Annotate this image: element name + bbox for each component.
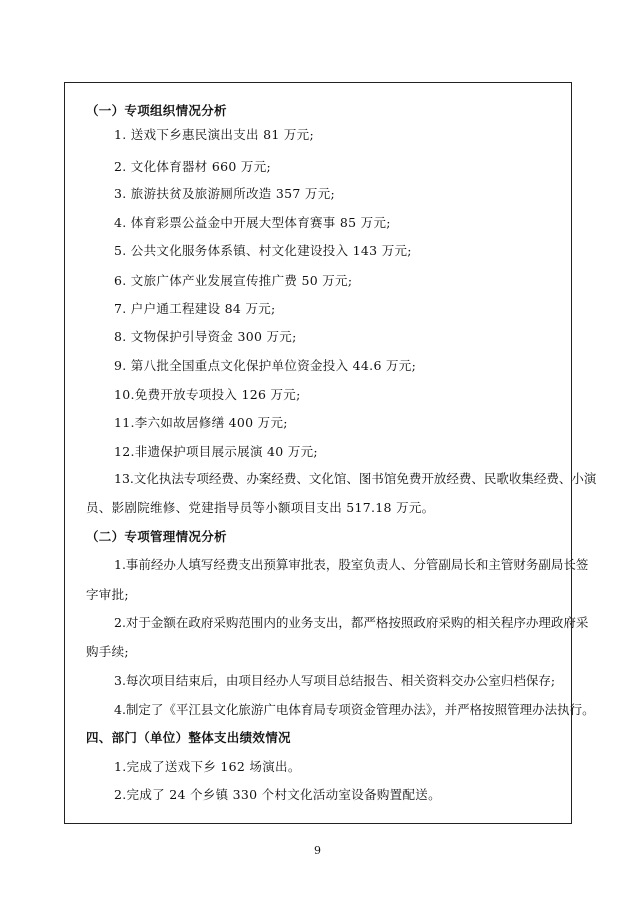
paragraph-line: 3.每次项目结束后，由项目经办人写项目总结报告、相关资料交办公室归档保存; xyxy=(114,673,556,688)
paragraph-line: 字审批; xyxy=(86,587,129,602)
list-item: 5. 公共文化服务体系镇、村文化建设投入 143 万元; xyxy=(114,243,412,258)
list-item-13-line2: 员、影剧院维修、党建指导员等小额项目支出 517.18 万元。 xyxy=(86,500,435,515)
list-item: 9. 第八批全国重点文化保护单位资金投入 44.6 万元; xyxy=(114,358,417,373)
list-item: 6. 文旅广体产业发展宣传推广费 50 万元; xyxy=(114,273,353,288)
page-number: 9 xyxy=(314,844,321,857)
section4-heading: 四、部门（单位）整体支出绩效情况 xyxy=(86,730,291,745)
list-item: 12.非遗保护项目展示展演 40 万元; xyxy=(114,444,318,459)
section2-heading: （二）专项管理情况分析 xyxy=(86,529,227,544)
list-item: 8. 文物保护引导资金 300 万元; xyxy=(114,329,297,344)
list-item: 7. 户户通工程建设 84 万元; xyxy=(114,301,276,316)
paragraph-line: 2.完成了 24 个乡镇 330 个村文化活动室设备购置配送。 xyxy=(114,787,441,802)
list-item: 1. 送戏下乡惠民演出支出 81 万元; xyxy=(114,127,314,142)
paragraph-line: 4.制定了《平江县文化旅游广电体育局专项资金管理办法》，并严格按照管理办法执行。 xyxy=(114,702,595,717)
section1-heading: （一）专项组织情况分析 xyxy=(86,103,227,118)
list-item: 2. 文化体育器材 660 万元; xyxy=(114,159,272,174)
list-item: 4. 体育彩票公益金中开展大型体育赛事 85 万元; xyxy=(114,215,391,230)
paragraph-line: 购手续; xyxy=(86,644,129,659)
list-item: 3. 旅游扶贫及旅游厕所改造 357 万元; xyxy=(114,186,336,201)
paragraph-line: 1.事前经办人填写经费支出预算审批表，股室负责人、分管副局长和主管财务副局长签 xyxy=(114,557,589,572)
list-item: 10.免费开放专项投入 126 万元; xyxy=(114,387,301,402)
list-item-13-line1: 13.文化执法专项经费、办案经费、文化馆、图书馆免费开放经费、民歌收集经费、小演 xyxy=(114,471,597,486)
list-item: 11.李六如故居修缮 400 万元; xyxy=(114,415,288,430)
paragraph-line: 1.完成了送戏下乡 162 场演出。 xyxy=(114,759,301,774)
paragraph-line: 2.对于金额在政府采购范围内的业务支出，都严格按照政府采购的相关程序办理政府采 xyxy=(114,615,589,630)
